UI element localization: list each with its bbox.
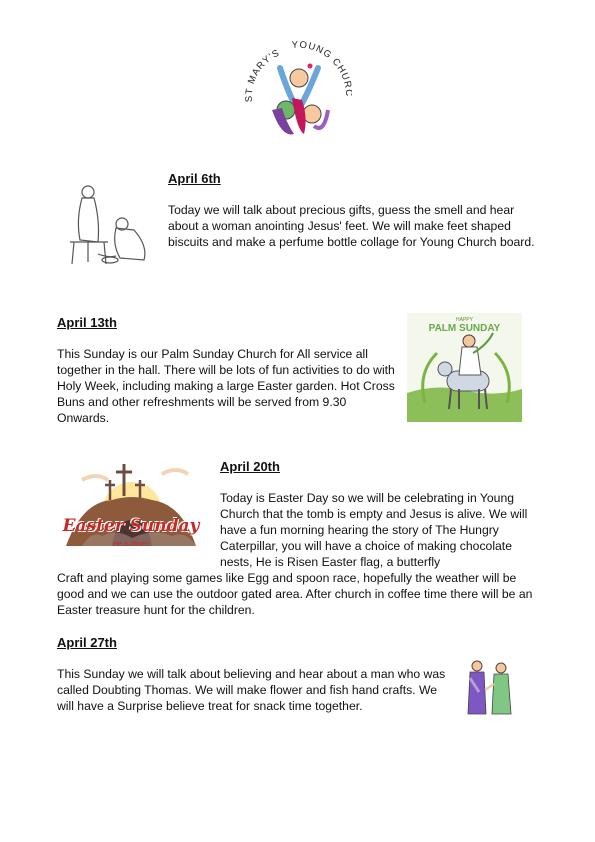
section-body-april-6: Today we will talk about precious gifts, guess the smell and hear about a woman anointing Jesus' feet. We will make feet shaped biscuits and make a perfume bottle collage for Young Church board. xyxy=(168,203,535,249)
section-body-april-13: This Sunday is our Palm Sunday Church for All service all together in the hall. There will be lots of fun activities to do with Holy Week, including making a large Easter garden. Hot Cross Buns and other refreshments will be served from 9.30 Onwards. xyxy=(57,347,395,425)
anointing-illustration xyxy=(64,180,154,268)
palm-image-line2: PALM SUNDAY xyxy=(428,323,501,334)
section-date-april-13: April 13th xyxy=(57,315,117,330)
section-date-april-20: April 20th xyxy=(220,459,280,474)
section-body-april-20-wrapped: Today is Easter Day so we will be celebrating in Young Church that the tomb is empty and Jesus is alive. We will have a fun morning hearing the story of The Hungry Caterpillar, you will have a choice of making chocolate nests, He is Risen Easter flag, a butterfly xyxy=(220,491,528,569)
easter-image-title: Easter Sunday xyxy=(62,516,200,536)
easter-sunday-image xyxy=(62,450,200,560)
section-body-april-20-full: Craft and playing some games like Egg and spoon race, hopefully the weather will be good and we can use the outdoor gated area. After church in coffee time there will be an Easter treasure hunt for the children. xyxy=(57,571,533,617)
palm-image-line1: HAPPY xyxy=(456,317,473,323)
section-date-april-6: April 6th xyxy=(168,171,221,186)
doubting-thomas-image xyxy=(461,658,517,716)
logo-text-left: ST MARY'S xyxy=(243,47,282,103)
section-body-april-27: This Sunday we will talk about believing and hear about a man who was called Doubting Thomas. We will make flower and fish hand crafts. We will have a Surprise believe treat for snack time together. xyxy=(57,667,446,713)
logo-text-right: YOUNG CHU xyxy=(291,39,352,83)
svg-text:ST MARY'S xyxy=(244,47,282,102)
church-logo xyxy=(242,38,352,146)
easter-image-subtitle: He is Risen xyxy=(113,541,149,548)
section-date-april-27: April 27th xyxy=(57,635,117,650)
palm-sunday-image xyxy=(407,313,522,422)
